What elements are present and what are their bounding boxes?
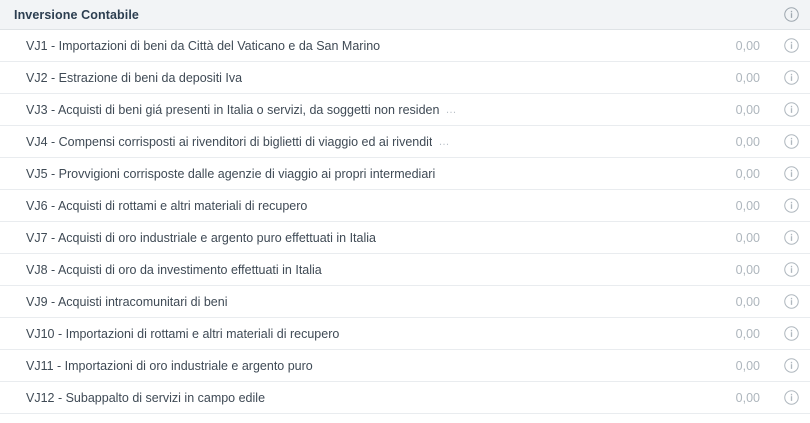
row-amount[interactable]: 0,00: [735, 102, 760, 117]
row-label: [14, 359, 692, 373]
table-row[interactable]: [0, 254, 810, 286]
info-circle-icon[interactable]: [782, 358, 800, 374]
section-title: Inversione Contabile: [14, 7, 139, 22]
table-row[interactable]: [0, 94, 810, 126]
row-label: [14, 103, 692, 117]
row-label-text: VJ10 - Importazioni di rottami e altri materiali di recupero: [26, 326, 340, 341]
info-circle-icon[interactable]: [782, 326, 800, 342]
row-label-text: VJ11 - Importazioni di oro industriale e argento puro: [26, 358, 313, 373]
row-amount[interactable]: 0,00: [735, 38, 760, 53]
info-circle-icon[interactable]: [782, 70, 800, 86]
info-circle-icon[interactable]: [782, 166, 800, 182]
table-row[interactable]: [0, 286, 810, 318]
row-label: [14, 199, 692, 213]
row-amount[interactable]: 0,00: [735, 230, 760, 245]
info-circle-icon[interactable]: [782, 230, 800, 246]
row-label: [14, 167, 692, 181]
row-amount[interactable]: 0,00: [735, 294, 760, 309]
table-row[interactable]: [0, 126, 810, 158]
table-row[interactable]: [0, 350, 810, 382]
row-label-text: VJ6 - Acquisti di rottami e altri materiali di recupero: [26, 198, 308, 213]
info-circle-icon[interactable]: [782, 262, 800, 278]
table-row[interactable]: [0, 158, 810, 190]
info-circle-icon[interactable]: [782, 134, 800, 150]
row-amount[interactable]: 0,00: [735, 166, 760, 181]
row-amount[interactable]: 0,00: [735, 390, 760, 405]
section-header: [0, 0, 810, 30]
row-label-text: VJ4 - Compensi corrisposti ai rivenditori di biglietti di viaggio ed ai rivendit: [26, 134, 433, 149]
row-label: [14, 231, 692, 245]
row-label: [14, 135, 692, 149]
info-circle-icon[interactable]: [782, 7, 800, 23]
row-label-text: VJ12 - Subappalto di servizi in campo edile: [26, 390, 266, 405]
row-label: [14, 391, 692, 405]
row-label: [14, 71, 692, 85]
truncation-ellipsis: …: [445, 103, 458, 116]
row-label-text: VJ5 - Provvigioni corrisposte dalle agenzie di viaggio ai propri intermediari: [26, 166, 436, 181]
row-label-text: VJ3 - Acquisti di beni giá presenti in Italia o servizi, da soggetti non residen: [26, 102, 440, 117]
row-amount[interactable]: 0,00: [735, 198, 760, 213]
row-label-text: VJ7 - Acquisti di oro industriale e argento puro effettuati in Italia: [26, 230, 376, 245]
info-circle-icon[interactable]: [782, 294, 800, 310]
row-label-text: VJ1 - Importazioni di beni da Città del Vaticano e da San Marino: [26, 38, 381, 53]
info-circle-icon[interactable]: [782, 102, 800, 118]
row-label: [14, 263, 692, 277]
table-row[interactable]: [0, 222, 810, 254]
row-label-text: VJ2 - Estrazione di beni da depositi Iva: [26, 70, 243, 85]
rows-container: [0, 30, 810, 414]
row-amount[interactable]: 0,00: [735, 70, 760, 85]
truncation-ellipsis: …: [438, 135, 451, 148]
row-label: [14, 295, 692, 309]
table-row[interactable]: [0, 190, 810, 222]
row-amount[interactable]: 0,00: [735, 358, 760, 373]
info-circle-icon[interactable]: [782, 38, 800, 54]
table-row[interactable]: [0, 62, 810, 94]
row-amount[interactable]: 0,00: [735, 262, 760, 277]
row-label-text: VJ8 - Acquisti di oro da investimento effettuati in Italia: [26, 262, 322, 277]
row-label: [14, 39, 692, 53]
table-row[interactable]: [0, 318, 810, 350]
row-amount[interactable]: 0,00: [735, 326, 760, 341]
table-row[interactable]: [0, 30, 810, 62]
info-circle-icon[interactable]: [782, 198, 800, 214]
table-row[interactable]: [0, 382, 810, 414]
info-circle-icon[interactable]: [782, 390, 800, 406]
row-label: [14, 327, 692, 341]
row-amount[interactable]: 0,00: [735, 134, 760, 149]
row-label-text: VJ9 - Acquisti intracomunitari di beni: [26, 294, 228, 309]
